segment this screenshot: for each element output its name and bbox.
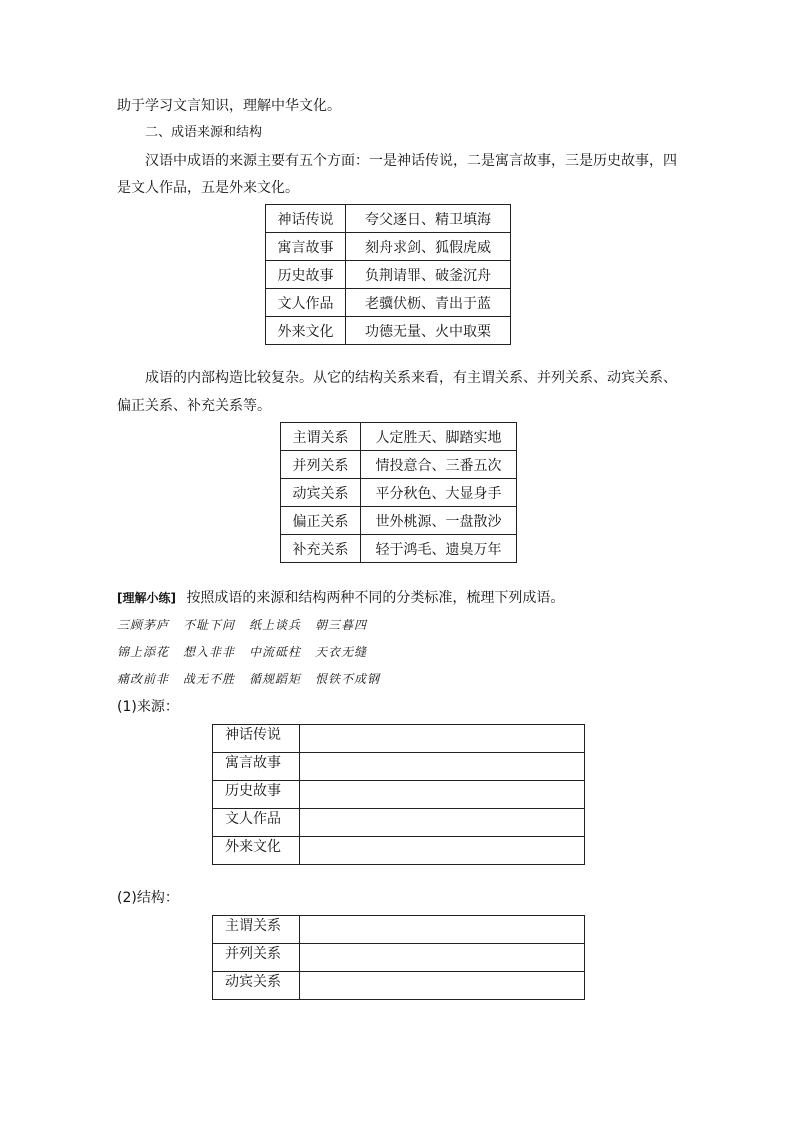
para1-line1: 汉语中成语的来源主要有五个方面：一是神话传说，二是寓言故事，三是历史故事，四 [145, 153, 677, 169]
q1-label: (1)来源： [117, 699, 179, 715]
category-cell: 神话传说 [266, 205, 346, 233]
table-row [281, 479, 517, 507]
idiom-item: 朝三暮四 [315, 618, 368, 632]
section-heading: 二、成语来源和结构 [145, 125, 263, 140]
category-cell: 补充关系 [281, 535, 361, 563]
example-cell: 平分秋色、大显身手 [361, 479, 517, 507]
answer-cell[interactable] [300, 972, 585, 1000]
exercise-prompt-line [117, 588, 564, 608]
idiom-item: 想入非非 [183, 645, 236, 659]
table-row [213, 972, 585, 1000]
table-row [213, 781, 585, 809]
intro-line: 助于学习文言知识，理解中华文化。 [117, 98, 341, 114]
category-cell: 文人作品 [266, 289, 346, 317]
example-cell: 负荆请罪、破釜沉舟 [346, 261, 511, 289]
source-answer-table [212, 724, 585, 865]
category-cell: 历史故事 [213, 781, 300, 809]
example-cell: 世外桃源、一盘散沙 [361, 507, 517, 535]
answer-cell[interactable] [300, 725, 585, 753]
answer-cell[interactable] [300, 753, 585, 781]
idiom-item: 战无不胜 [183, 672, 236, 686]
idiom-item: 三顾茅庐 [117, 618, 170, 632]
idiom-row-3 [117, 669, 394, 689]
table-row [266, 289, 511, 317]
exercise-prompt: 按照成语的来源和结构两种不同的分类标准，梳理下列成语。 [186, 590, 565, 606]
category-cell: 历史故事 [266, 261, 346, 289]
category-cell: 主谓关系 [213, 916, 300, 944]
idiom-item: 锦上添花 [117, 645, 170, 659]
example-cell: 老骥伏枥、青出于蓝 [346, 289, 511, 317]
table-row [281, 507, 517, 535]
idiom-item: 中流砥柱 [249, 645, 302, 659]
table-row [281, 423, 517, 451]
exercise-label: [理解小练] [117, 591, 176, 605]
table-row [213, 809, 585, 837]
category-cell: 偏正关系 [281, 507, 361, 535]
structure-answer-table [212, 915, 585, 1000]
idiom-item: 纸上谈兵 [249, 618, 302, 632]
idiom-item: 天衣无缝 [315, 645, 368, 659]
category-cell: 文人作品 [213, 809, 300, 837]
category-cell: 寓言故事 [266, 233, 346, 261]
category-cell: 动宾关系 [281, 479, 361, 507]
idiom-item: 恨铁不成钢 [315, 672, 381, 686]
source-table [265, 204, 511, 345]
example-cell: 刻舟求剑、狐假虎威 [346, 233, 511, 261]
category-cell: 动宾关系 [213, 972, 300, 1000]
category-cell: 并列关系 [281, 451, 361, 479]
example-cell: 人定胜天、脚踏实地 [361, 423, 517, 451]
table-row [281, 451, 517, 479]
answer-cell[interactable] [300, 837, 585, 865]
answer-cell[interactable] [300, 809, 585, 837]
table-row [213, 837, 585, 865]
structure-table [280, 422, 517, 563]
category-cell: 外来文化 [213, 837, 300, 865]
para2-line1: 成语的内部构造比较复杂。从它的结构关系来看，有主谓关系、并列关系、动宾关系、 [145, 370, 677, 386]
table-row [281, 535, 517, 563]
category-cell: 并列关系 [213, 944, 300, 972]
example-cell: 夸父逐日、精卫填海 [346, 205, 511, 233]
category-cell: 主谓关系 [281, 423, 361, 451]
idiom-item: 不耻下问 [183, 618, 236, 632]
table-row [213, 753, 585, 781]
table-row [213, 725, 585, 753]
category-cell: 寓言故事 [213, 753, 300, 781]
para1-line2: 是文人作品，五是外来文化。 [117, 180, 299, 196]
q2-label: (2)结构： [117, 890, 179, 906]
answer-cell[interactable] [300, 781, 585, 809]
answer-cell[interactable] [300, 916, 585, 944]
table-row [213, 944, 585, 972]
table-row [266, 205, 511, 233]
idiom-item: 循规蹈矩 [249, 672, 302, 686]
example-cell: 情投意合、三番五次 [361, 451, 517, 479]
table-row [213, 916, 585, 944]
idiom-item: 痛改前非 [117, 672, 170, 686]
category-cell: 神话传说 [213, 725, 300, 753]
category-cell: 外来文化 [266, 317, 346, 345]
para2-line2: 偏正关系、补充关系等。 [117, 398, 271, 414]
idiom-row-2 [117, 642, 381, 662]
table-row [266, 317, 511, 345]
example-cell: 功德无量、火中取栗 [346, 317, 511, 345]
answer-cell[interactable] [300, 944, 585, 972]
idiom-row-1 [117, 615, 381, 635]
example-cell: 轻于鸿毛、遗臭万年 [361, 535, 517, 563]
table-row [266, 233, 511, 261]
table-row [266, 261, 511, 289]
